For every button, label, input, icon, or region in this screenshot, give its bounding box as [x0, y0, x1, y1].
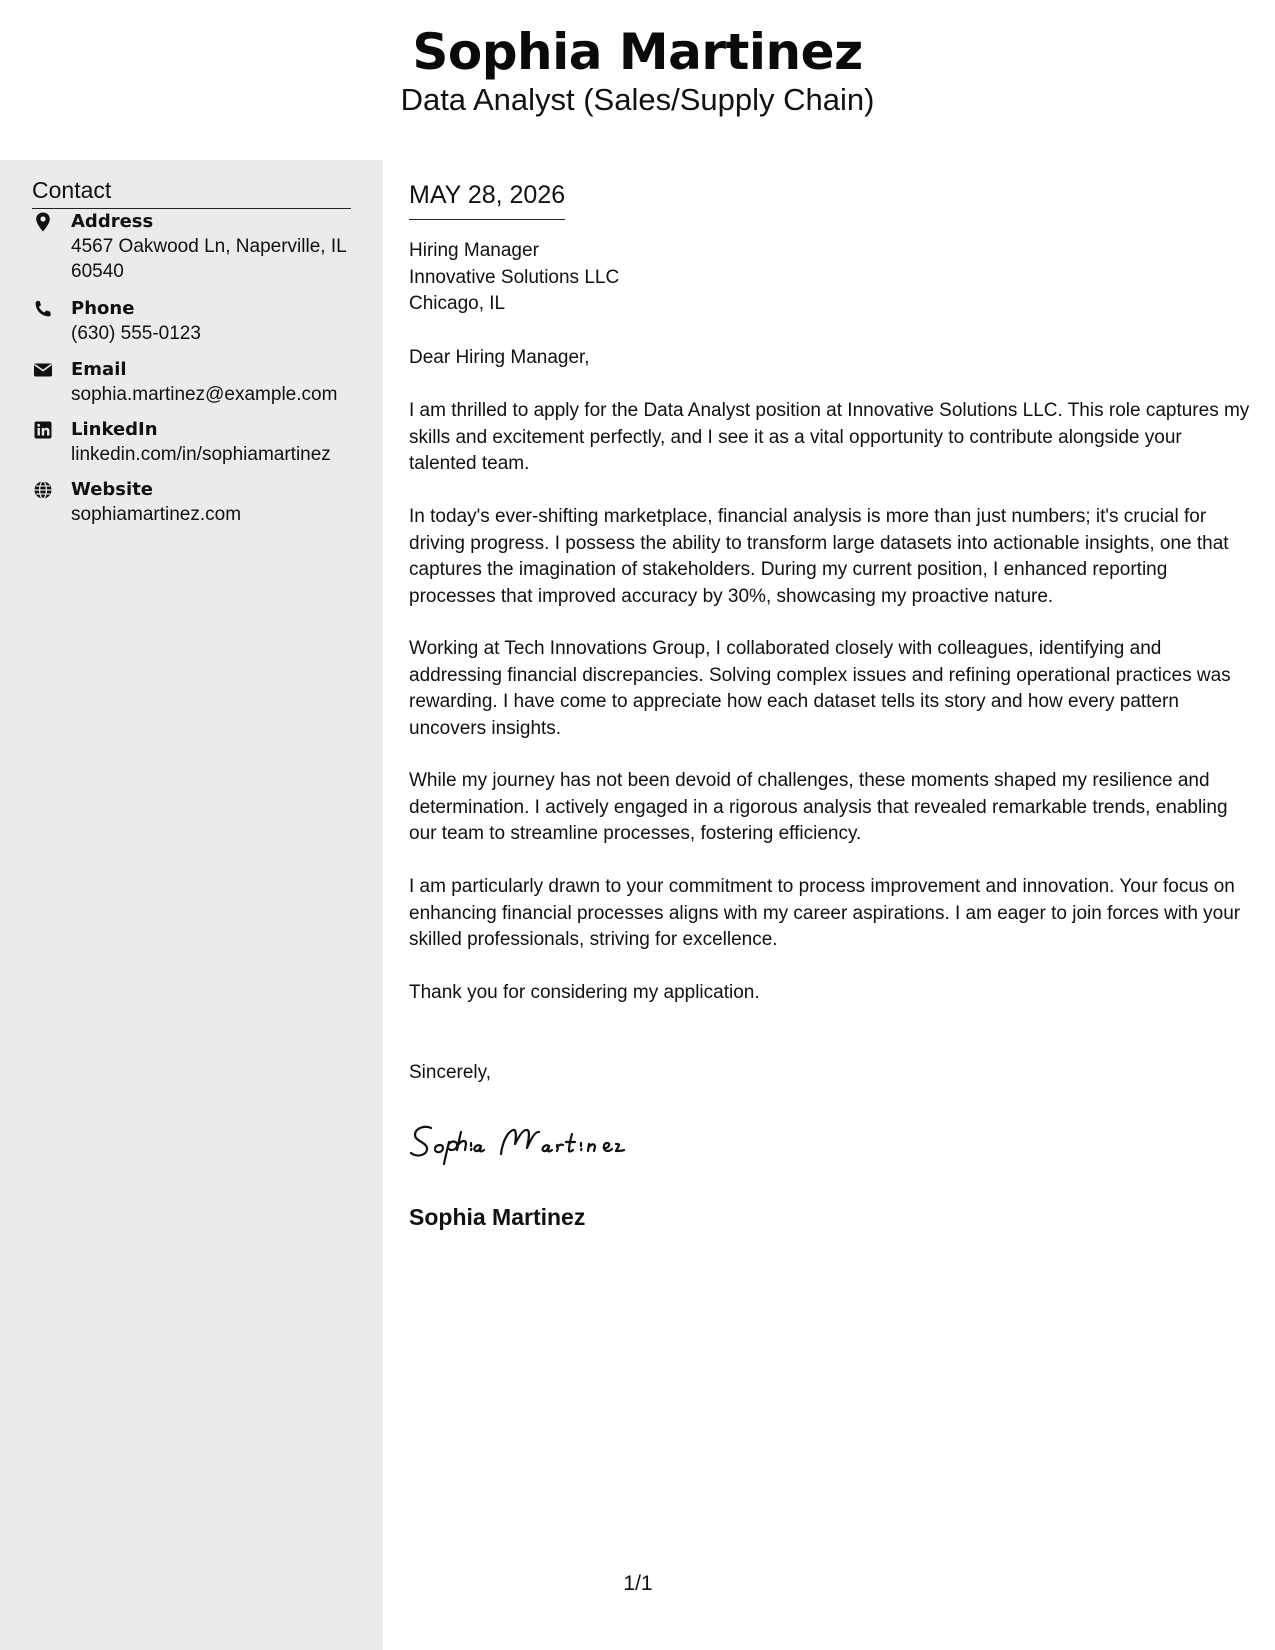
contact-section-title: Contact — [32, 174, 351, 209]
recipient-line: Innovative Solutions LLC — [409, 266, 620, 288]
salutation: Dear Hiring Manager, — [409, 347, 590, 368]
contact-value: 4567 Oakwood Ln, Naperville, IL 60540 — [71, 236, 346, 282]
applicant-role: Data Analyst (Sales/Supply Chain) — [400, 82, 875, 117]
closing: Sincerely, — [409, 1062, 492, 1083]
contact-label: Phone — [71, 298, 135, 319]
handwritten-signature — [409, 1118, 679, 1168]
signed-name: Sophia Martinez — [409, 1204, 586, 1230]
contact-label: Email — [71, 359, 127, 380]
map-pin-icon — [32, 211, 54, 233]
letter-paragraph: Working at Tech Innovations Group, I collaborated closely with colleagues, identifying and addressing financial discrepancies. Solving complex issues and refining operational practices was rewarding. I have come to appreciate how each dataset tells its story and how every pattern uncovers insights. — [409, 638, 1231, 739]
letter-paragraph: While my journey has not been devoid of challenges, these moments shaped my resilience and determination. I actively engaged in a rigorous analysis that revealed remarkable trends, enabling our team to streamline processes, fostering efficiency. — [409, 770, 1228, 844]
recipient-line: Hiring Manager — [409, 240, 539, 261]
contact-label: LinkedIn — [71, 419, 158, 440]
recipient-line: Chicago, IL — [409, 293, 506, 314]
page-number: 1/1 — [623, 1572, 653, 1595]
letter-date: MAY 28, 2026 — [409, 178, 565, 220]
letter-paragraph: Thank you for considering my application. — [409, 982, 760, 1003]
phone-icon — [32, 298, 54, 320]
letter-paragraph: I am particularly drawn to your commitment to process improvement and innovation. Your focus on enhancing financial processes aligns with my career aspirations. I am eager to join forces with your skilled professionals, striving for excellence. — [409, 876, 1241, 950]
globe-icon — [32, 479, 54, 501]
envelope-icon — [32, 359, 54, 381]
letter-paragraph: In today's ever-shifting marketplace, financial analysis is more than just numbers; it's crucial for driving progress. I possess the ability to transform large datasets into actionable insights, one that captures the imagination of stakeholders. During my current position, I enhanced reporting processes that improved accuracy by 30%, showcasing my proactive nature. — [409, 506, 1229, 607]
contact-label: Website — [71, 479, 154, 500]
letter-paragraph: I am thrilled to apply for the Data Analyst position at Innovative Solutions LLC. This role captures my skills and excitement perfectly, and I see it as a vital opportunity to contribute alongside your talented team. — [409, 400, 1250, 474]
resume-header — [0, 0, 1275, 160]
signature-text: Sophia Martinez — [409, 1118, 417, 1119]
applicant-name: Sophia Martinez — [412, 23, 863, 81]
contact-value: linkedin.com/in/sophiamartinez — [71, 444, 331, 465]
contact-label: Address — [71, 211, 154, 232]
recipient-block — [409, 238, 619, 318]
contact-value: (630) 555-0123 — [71, 323, 201, 344]
contact-value: sophiamartinez.com — [71, 504, 242, 525]
linkedin-icon — [32, 419, 54, 441]
contact-value: sophia.martinez@example.com — [71, 384, 338, 405]
